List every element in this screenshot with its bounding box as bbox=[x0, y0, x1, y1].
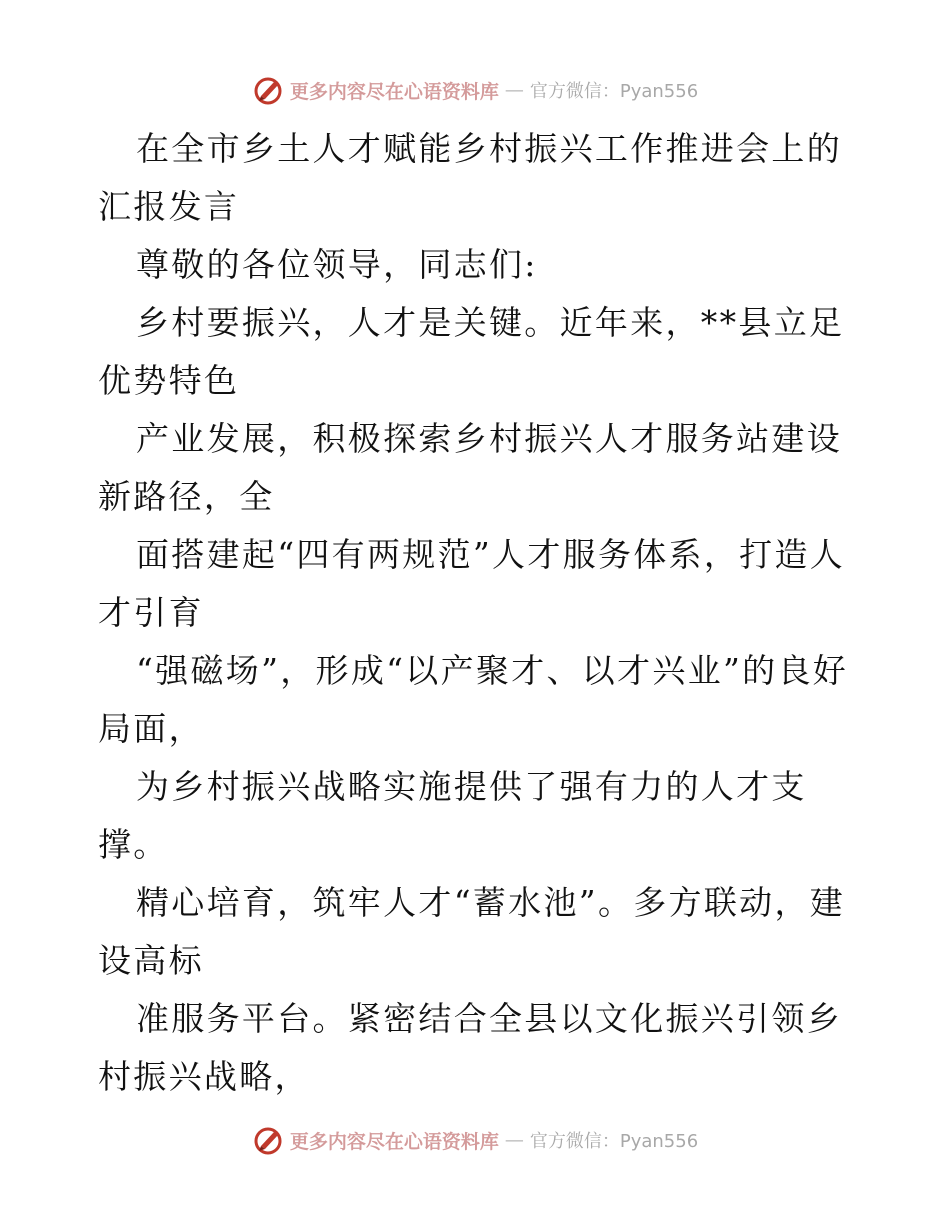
header-watermark bbox=[0, 70, 950, 110]
paragraph: 为乡村振兴战略实施提供了强有力的人才支撑。 bbox=[98, 767, 807, 864]
paragraph: “强磁场”，形成“以产聚才、以才兴业”的良好局面， bbox=[98, 651, 849, 748]
pen-logo-icon bbox=[252, 74, 284, 106]
paragraph: 产业发展，积极探索乡村振兴人才服务站建设新路径，全 bbox=[98, 419, 842, 516]
watermark-brand-text: 更多内容尽在心语资料库 bbox=[289, 1130, 499, 1153]
paragraph: 面搭建起“四有两规范”人才服务体系，打造人才引育 bbox=[98, 535, 846, 632]
paragraph: 乡村要振兴，人才是关键。近年来，**县立足优势特色 bbox=[98, 303, 845, 400]
document-title: 在全市乡土人才赋能乡村振兴工作推进会上的汇报发言 bbox=[98, 129, 842, 226]
footer-watermark bbox=[0, 1120, 950, 1160]
salutation: 尊敬的各位领导，同志们: bbox=[136, 245, 538, 284]
watermark-dash: — bbox=[504, 1129, 524, 1151]
watermark-brand-text: 更多内容尽在心语资料库 bbox=[289, 80, 499, 103]
watermark-contact-text: 官方微信：Pyan556 bbox=[529, 1131, 699, 1152]
paragraph: 准服务平台。紧密结合全县以文化振兴引领乡村振兴战略， bbox=[98, 999, 842, 1096]
pen-logo-icon bbox=[252, 1124, 284, 1156]
document-body bbox=[98, 120, 858, 1106]
watermark-dash: — bbox=[504, 79, 524, 101]
watermark-contact-text: 官方微信：Pyan556 bbox=[529, 81, 699, 102]
paragraph: 精心培育，筑牢人才“蓄水池”。多方联动，建设高标 bbox=[98, 883, 846, 980]
